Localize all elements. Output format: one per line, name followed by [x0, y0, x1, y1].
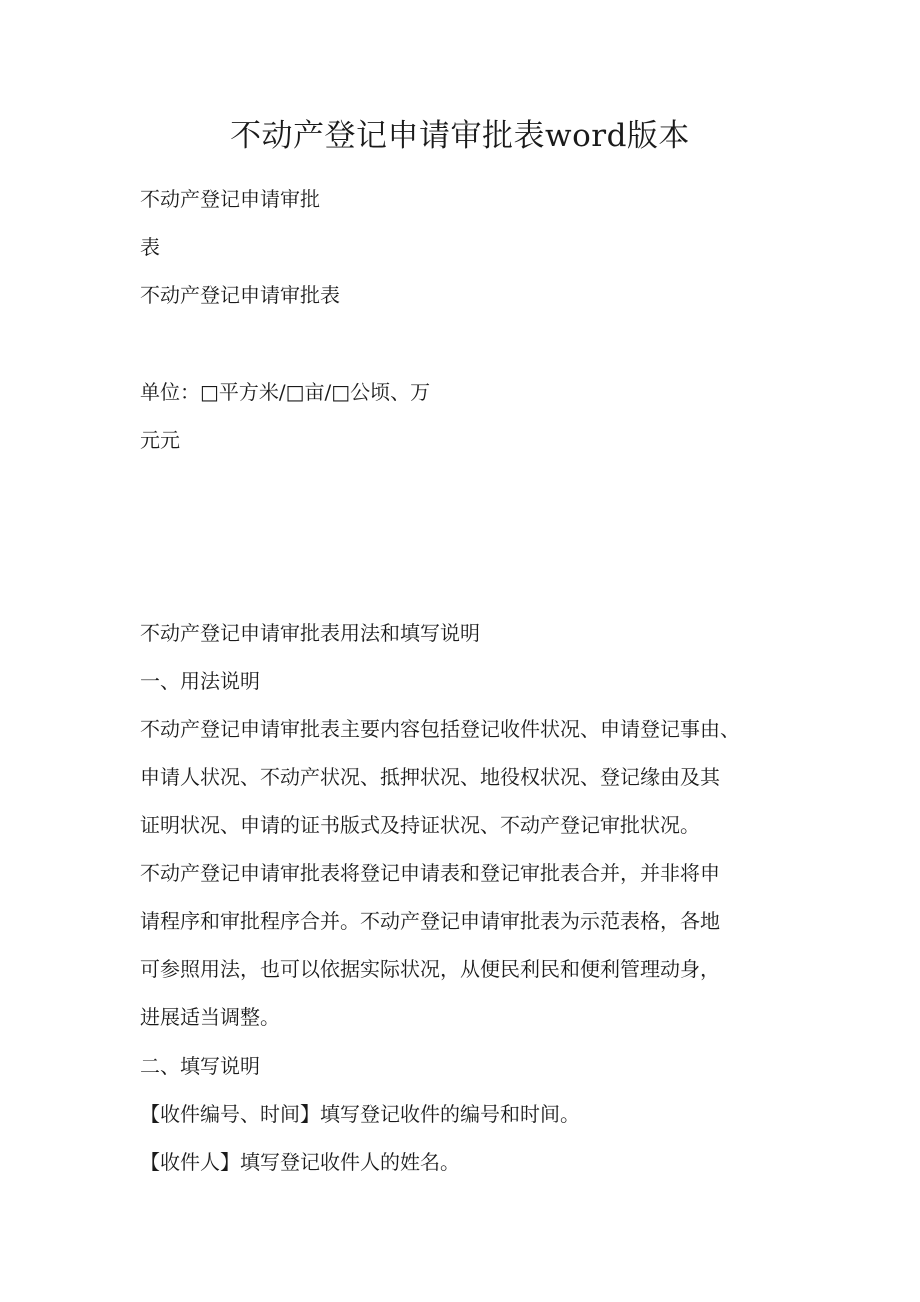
paragraph-line: 【收件编号、时间】填写登记收件的编号和时间。	[140, 1102, 580, 1126]
paragraph-line: 可参照用法，也可以依据实际状况，从便民利民和便利管理动身，	[140, 957, 720, 981]
paragraph-line: 进展适当调整。	[140, 1005, 280, 1029]
paragraph-line: 不动产登记申请审批表主要内容包括登记收件状况、申请登记事由、	[140, 717, 740, 741]
section-heading: 一、用法说明	[140, 669, 260, 693]
paragraph-line: 【收件人】填写登记收件人的姓名。	[140, 1150, 460, 1174]
instructions-heading: 不动产登记申请审批表用法和填写说明	[140, 621, 480, 645]
unit-line: 元元	[140, 428, 180, 452]
header-line: 表	[140, 235, 160, 259]
paragraph-line: 证明状况、申请的证书版式及持证状况、不动产登记审批状况。	[140, 813, 700, 837]
header-line: 不动产登记申请审批表	[140, 283, 340, 307]
header-line: 不动产登记申请审批	[140, 187, 320, 211]
document-title: 不动产登记申请审批表word版本	[230, 118, 690, 154]
unit-line: 单位：□平方米/□亩/□公顷、万	[140, 380, 431, 404]
paragraph-line: 申请人状况、不动产状况、抵押状况、地役权状况、登记缘由及其	[140, 765, 720, 789]
section-heading: 二、填写说明	[140, 1054, 260, 1078]
paragraph-line: 不动产登记申请审批表将登记申请表和登记审批表合并，并非将申	[140, 861, 720, 885]
paragraph-line: 请程序和审批程序合并。不动产登记申请审批表为示范表格，各地	[140, 909, 720, 933]
